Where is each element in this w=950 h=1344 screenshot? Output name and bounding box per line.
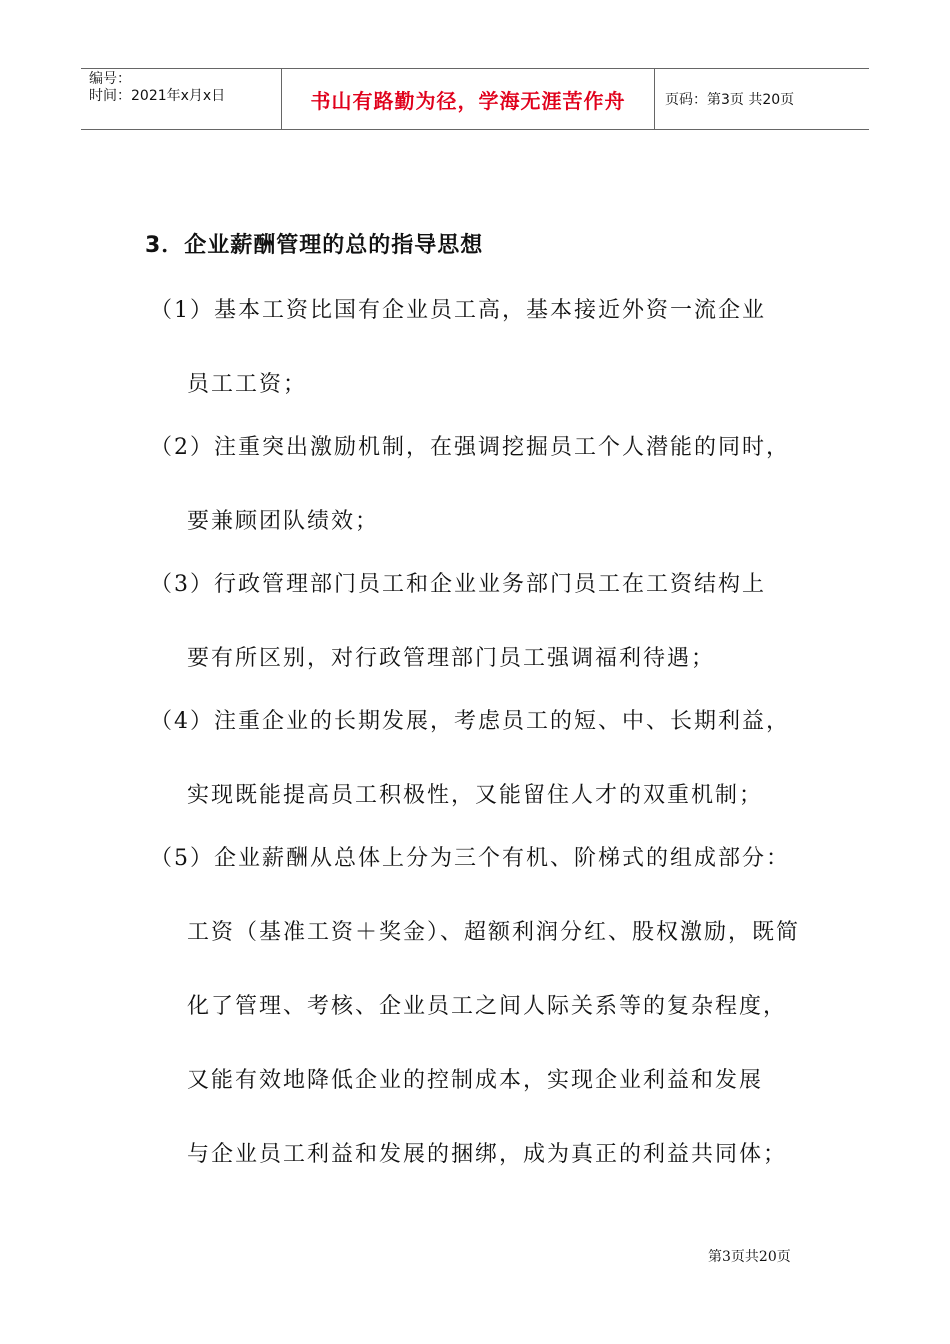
paragraph-line: 化了管理、考核、企业员工之间人际关系等的复杂程度， — [187, 994, 788, 1019]
header-time: 时间：2021年x月x日 — [89, 88, 226, 104]
paragraph-line: 要兼顾团队绩效； — [187, 509, 380, 534]
paragraph-line: 又能有效地降低企业的控制成本，实现企业利益和发展 — [187, 1068, 764, 1093]
paragraph-line: （2）注重突出激励机制，在强调挖掘员工个人潜能的同时， — [150, 435, 790, 460]
paragraph-line: （1）基本工资比国有企业员工高，基本接近外资一流企业 — [150, 298, 766, 323]
header-motto: 书山有路勤为径，学海无涯苦作舟 — [310, 88, 626, 113]
paragraph-line: （4）注重企业的长期发展，考虑员工的短、中、长期利益， — [150, 709, 790, 734]
header-meta — [81, 69, 281, 129]
paragraph-line: 要有所区别，对行政管理部门员工强调福利待遇； — [187, 646, 716, 671]
section-heading: 3．企业薪酬管理的总的指导思想 — [145, 233, 484, 258]
paragraph-line: 工资（基准工资＋奖金）、超额利润分红、股权激励，既简 — [187, 920, 801, 945]
header-number: 编号： — [89, 71, 131, 87]
paragraph-line: 员工工资； — [187, 372, 308, 397]
paragraph-line: （3）行政管理部门员工和企业业务部门员工在工资结构上 — [150, 572, 766, 597]
header-page-cell — [655, 69, 869, 129]
header-page-number: 页码：第3页 共20页 — [665, 92, 795, 108]
page-footer: 第3页共20页 — [708, 1249, 791, 1265]
header-motto-cell — [281, 69, 655, 129]
page-header — [81, 68, 869, 130]
paragraph-line: 实现既能提高员工积极性，又能留住人才的双重机制； — [187, 783, 764, 808]
paragraph-line: 与企业员工利益和发展的捆绑，成为真正的利益共同体； — [187, 1142, 788, 1167]
paragraph-line: （5）企业薪酬从总体上分为三个有机、阶梯式的组成部分： — [150, 846, 790, 871]
